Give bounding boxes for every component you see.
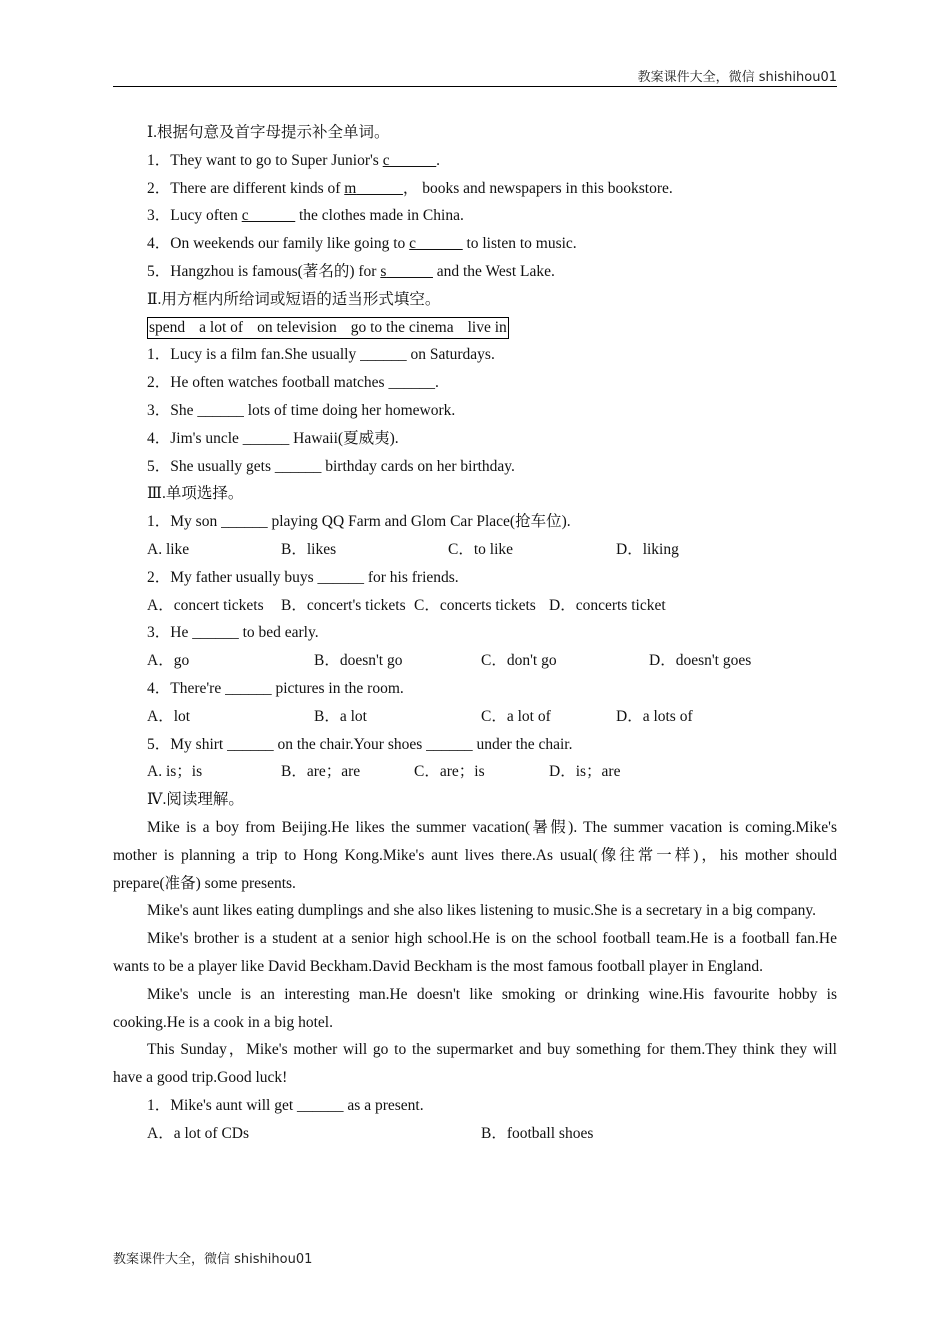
reading-paragraph-1: Mike is a boy from Beijing.He likes the summer vacation(暑假). The summer vacation is coming.Mike's mother is planning a trip to Hong Kong.Mike's aunt lives there.As usual(像往常一样)，his mother should prepare(准备) some presents.	[113, 818, 837, 892]
s3-q5-stem: 5．My shirt ______ on the chair.Your shoes ______ under the chair.	[147, 735, 573, 753]
option-d: D．a lots of	[616, 707, 693, 725]
section-3-title: Ⅲ.单项选择。	[147, 485, 244, 503]
option-c: C．concerts tickets	[414, 596, 536, 614]
s2-item-3: 3．She ______ lots of time doing her homework.	[147, 401, 456, 419]
option-b: B．doesn't go	[314, 652, 403, 670]
s2-item-5: 5．She usually gets ______ birthday cards on her birthday.	[147, 457, 515, 475]
option-a: A. is；is	[147, 763, 203, 781]
s1-item-post: and the West Lake.	[432, 262, 555, 280]
s1-item-post: ， books and newspapers in this bookstore.	[402, 179, 673, 197]
document-body	[113, 119, 837, 1147]
option-a: A．a lot of CDs	[147, 1124, 250, 1142]
option-b: B．football shoes	[481, 1124, 594, 1142]
option-d: D．doesn't goes	[649, 652, 752, 670]
option-c: C．a lot of	[481, 707, 551, 725]
word-box	[147, 317, 509, 339]
option-a: A. like	[147, 540, 190, 558]
s1-item-hint: c______	[382, 151, 437, 169]
s2-item-2: 2．He often watches football matches ______.	[147, 374, 439, 392]
option-b: B．a lot	[314, 707, 367, 725]
word-box-item: live in	[467, 318, 507, 336]
s1-item-1	[113, 147, 837, 175]
word-box-item: go to the cinema	[350, 318, 454, 336]
reading-paragraph-4: Mike's uncle is an interesting man.He doesn't like smoking or drinking wine.His favourite hobby is cooking.He is a cook in a big hotel.	[113, 985, 837, 1031]
s3-q1-stem: 1．My son ______ playing QQ Farm and Glom Car Place(抢车位).	[147, 513, 571, 531]
s1-item-hint: c______	[241, 207, 296, 225]
page-footer: 教案课件大全，微信 shishihou01	[113, 1252, 313, 1267]
option-a: A．concert tickets	[147, 596, 264, 614]
s3-q4-options	[113, 703, 837, 731]
s3-q4-stem: 4．There're ______ pictures in the room.	[147, 679, 404, 697]
section-2-title: Ⅱ.用方框内所给词或短语的适当形式填空。	[147, 290, 441, 308]
s2-item-4: 4．Jim's uncle ______ Hawaii(夏威夷).	[147, 429, 399, 447]
word-box-item: a lot of	[199, 318, 244, 336]
option-c: C．are；is	[414, 763, 485, 781]
option-d: D．concerts ticket	[549, 596, 666, 614]
s1-item-post: to listen to music.	[462, 235, 577, 253]
header-rule	[113, 86, 837, 87]
s3-q1-options	[113, 536, 837, 564]
s3-q2-stem: 2．My father usually buys ______ for his friends.	[147, 568, 459, 586]
option-d: D．is；are	[549, 763, 621, 781]
s1-item-2	[113, 175, 837, 203]
s3-q3-stem: 3．He ______ to bed early.	[147, 624, 319, 642]
s4-q1-options	[113, 1120, 837, 1148]
s1-item-hint: m______	[344, 179, 403, 197]
s3-q2-options	[113, 592, 837, 620]
section-4-title: Ⅳ.阅读理解。	[147, 791, 244, 809]
s1-item-3	[113, 202, 837, 230]
s1-item-5	[113, 258, 837, 286]
reading-paragraph-2: Mike's aunt likes eating dumplings and she also likes listening to music.She is a secretary in a big company.	[147, 902, 817, 920]
reading-paragraph-3: Mike's brother is a student at a senior high school.He is on the school football team.He is a football fan.He wants to be a player like David Beckham.David Beckham is the most famous football player in England.	[113, 930, 837, 975]
page-header: 教案课件大全，微信 shishihou01	[637, 70, 837, 85]
option-a: A．go	[147, 652, 190, 670]
s1-item-4	[113, 230, 837, 258]
s1-item-pre: 5．Hangzhou is famous(著名的) for	[147, 262, 381, 280]
s4-q1-stem: 1．Mike's aunt will get ______ as a present.	[147, 1096, 424, 1114]
s1-item-pre: 1．They want to go to Super Junior's	[147, 151, 383, 169]
option-c: C．to like	[448, 540, 514, 558]
s1-item-pre: 3．Lucy often	[147, 207, 242, 225]
option-b: B．concert's tickets	[281, 596, 406, 614]
s3-q3-options	[113, 647, 837, 675]
s1-item-pre: 4．On weekends our family like going to	[147, 235, 410, 253]
option-d: D．liking	[616, 540, 679, 558]
option-b: B．are；are	[281, 763, 361, 781]
section-1-title: Ⅰ.根据句意及首字母提示补全单词。	[147, 124, 390, 141]
word-box-row	[113, 314, 837, 342]
option-b: B．likes	[281, 540, 337, 558]
word-box-item: spend	[149, 318, 186, 336]
s3-q5-options	[113, 758, 837, 786]
s1-item-pre: 2．There are different kinds of	[147, 179, 345, 197]
s1-item-hint: c______	[409, 235, 463, 253]
word-box-item: on television	[257, 318, 337, 336]
option-a: A．lot	[147, 707, 191, 725]
reading-paragraph-5: This Sunday，Mike's mother will go to the supermarket and buy something for them.They think they will have a good trip.Good luck!	[113, 1041, 837, 1087]
s1-item-post: .	[436, 151, 440, 169]
s1-item-post: the clothes made in China.	[295, 207, 464, 225]
s1-item-hint: s______	[380, 262, 433, 280]
s2-item-1: 1．Lucy is a film fan.She usually ______ on Saturdays.	[147, 346, 495, 364]
option-c: C．don't go	[481, 652, 557, 670]
